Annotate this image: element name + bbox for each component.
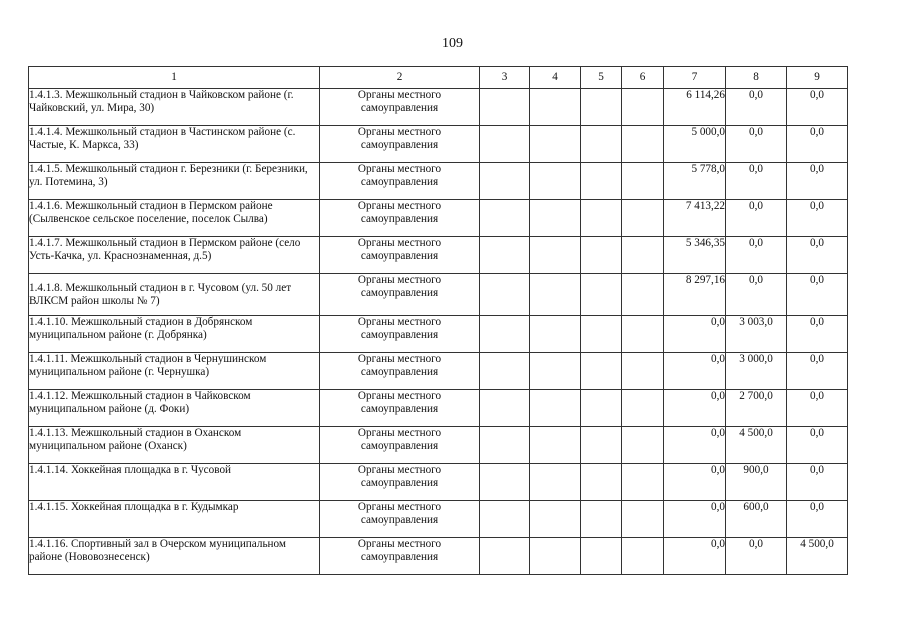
empty-cell: [530, 89, 581, 126]
empty-cell: [581, 353, 622, 390]
table-row: [29, 126, 848, 163]
measure-name-cell: 1.4.1.14. Хоккейная площадка в г. Чусовой: [29, 464, 320, 501]
empty-cell: [480, 200, 530, 237]
empty-cell: [581, 427, 622, 464]
amount-col9-cell: 0,0: [787, 501, 848, 538]
empty-cell: [581, 501, 622, 538]
empty-cell: [622, 464, 664, 501]
amount-col8-cell: 0,0: [726, 274, 787, 316]
empty-cell: [480, 538, 530, 575]
amount-col9-cell: 0,0: [787, 237, 848, 274]
table-row: [29, 237, 848, 274]
executor-cell: Органы местного самоуправления: [320, 200, 480, 237]
empty-cell: [622, 427, 664, 464]
amount-col8-cell: 4 500,0: [726, 427, 787, 464]
amount-col7-cell: 0,0: [664, 390, 726, 427]
empty-cell: [480, 316, 530, 353]
measure-name-cell: 1.4.1.7. Межшкольный стадион в Пермском районе (село Усть-Качка, ул. Краснознаменная, д.5): [29, 237, 320, 274]
empty-cell: [530, 353, 581, 390]
table-row: [29, 501, 848, 538]
empty-cell: [581, 200, 622, 237]
amount-col8-cell: 0,0: [726, 538, 787, 575]
empty-cell: [530, 237, 581, 274]
amount-col8-cell: 0,0: [726, 89, 787, 126]
amount-col9-cell: 0,0: [787, 464, 848, 501]
table-row: [29, 163, 848, 200]
empty-cell: [480, 163, 530, 200]
empty-cell: [622, 89, 664, 126]
empty-cell: [530, 501, 581, 538]
empty-cell: [530, 538, 581, 575]
amount-col8-cell: 3 000,0: [726, 353, 787, 390]
executor-cell: Органы местного самоуправления: [320, 316, 480, 353]
measure-name-cell: 1.4.1.6. Межшкольный стадион в Пермском районе (Сылвенское сельское поселение, поселок Сылва): [29, 200, 320, 237]
program-table: [28, 66, 848, 575]
executor-cell: Органы местного самоуправления: [320, 501, 480, 538]
amount-col8-cell: 0,0: [726, 126, 787, 163]
empty-cell: [480, 427, 530, 464]
amount-col9-cell: 0,0: [787, 390, 848, 427]
column-header: 3: [480, 67, 530, 89]
table-row: [29, 538, 848, 575]
amount-col9-cell: 0,0: [787, 163, 848, 200]
measure-name-cell: 1.4.1.16. Спортивный зал в Очерском муниципальном районе (Нововознесенск): [29, 538, 320, 575]
empty-cell: [581, 538, 622, 575]
amount-col7-cell: 0,0: [664, 427, 726, 464]
empty-cell: [480, 464, 530, 501]
empty-cell: [480, 353, 530, 390]
empty-cell: [622, 316, 664, 353]
executor-cell: Органы местного самоуправления: [320, 163, 480, 200]
table-row: [29, 464, 848, 501]
column-header: 4: [530, 67, 581, 89]
executor-cell: Органы местного самоуправления: [320, 390, 480, 427]
empty-cell: [581, 390, 622, 427]
table-row: [29, 274, 848, 316]
amount-col8-cell: 900,0: [726, 464, 787, 501]
measure-name-cell: 1.4.1.12. Межшкольный стадион в Чайковском муниципальном районе (д. Фоки): [29, 390, 320, 427]
executor-cell: Органы местного самоуправления: [320, 427, 480, 464]
table-row: [29, 200, 848, 237]
empty-cell: [622, 274, 664, 316]
column-header: 7: [664, 67, 726, 89]
column-header: 1: [29, 67, 320, 89]
empty-cell: [622, 237, 664, 274]
amount-col8-cell: 0,0: [726, 163, 787, 200]
table-row: [29, 390, 848, 427]
amount-col7-cell: 0,0: [664, 316, 726, 353]
header-row: [29, 67, 848, 89]
empty-cell: [480, 89, 530, 126]
measure-name-cell: 1.4.1.10. Межшкольный стадион в Добрянском муниципальном районе (г. Добрянка): [29, 316, 320, 353]
executor-cell: Органы местного самоуправления: [320, 538, 480, 575]
empty-cell: [530, 126, 581, 163]
amount-col9-cell: 0,0: [787, 126, 848, 163]
amount-col9-cell: 0,0: [787, 274, 848, 316]
amount-col9-cell: 0,0: [787, 89, 848, 126]
amount-col9-cell: 0,0: [787, 427, 848, 464]
amount-col7-cell: 7 413,22: [664, 200, 726, 237]
empty-cell: [480, 126, 530, 163]
column-header: 2: [320, 67, 480, 89]
measure-name-cell: 1.4.1.4. Межшкольный стадион в Частинском районе (с. Частые, К. Маркса, 33): [29, 126, 320, 163]
empty-cell: [581, 237, 622, 274]
table-row: [29, 316, 848, 353]
amount-col7-cell: 0,0: [664, 353, 726, 390]
empty-cell: [530, 200, 581, 237]
page-number: 109: [442, 36, 463, 51]
empty-cell: [581, 316, 622, 353]
empty-cell: [622, 126, 664, 163]
amount-col7-cell: 5 000,0: [664, 126, 726, 163]
amount-col9-cell: 0,0: [787, 316, 848, 353]
amount-col8-cell: 3 003,0: [726, 316, 787, 353]
amount-col8-cell: 0,0: [726, 237, 787, 274]
empty-cell: [480, 390, 530, 427]
executor-cell: Органы местного самоуправления: [320, 464, 480, 501]
amount-col7-cell: 5 778,0: [664, 163, 726, 200]
empty-cell: [581, 126, 622, 163]
empty-cell: [581, 464, 622, 501]
column-header: 8: [726, 67, 787, 89]
empty-cell: [622, 163, 664, 200]
table-row: [29, 353, 848, 390]
empty-cell: [622, 353, 664, 390]
amount-col7-cell: 0,0: [664, 501, 726, 538]
empty-cell: [480, 501, 530, 538]
amount-col7-cell: 5 346,35: [664, 237, 726, 274]
empty-cell: [480, 274, 530, 316]
empty-cell: [622, 390, 664, 427]
empty-cell: [622, 538, 664, 575]
amount-col9-cell: 0,0: [787, 353, 848, 390]
measure-name-cell: 1.4.1.13. Межшкольный стадион в Оханском муниципальном районе (Оханск): [29, 427, 320, 464]
amount-col8-cell: 2 700,0: [726, 390, 787, 427]
executor-cell: Органы местного самоуправления: [320, 274, 480, 316]
amount-col9-cell: 4 500,0: [787, 538, 848, 575]
empty-cell: [581, 274, 622, 316]
measure-name-cell: 1.4.1.15. Хоккейная площадка в г. Кудымкар: [29, 501, 320, 538]
amount-col7-cell: 0,0: [664, 464, 726, 501]
empty-cell: [530, 274, 581, 316]
executor-cell: Органы местного самоуправления: [320, 126, 480, 163]
measure-name-cell: 1.4.1.11. Межшкольный стадион в Чернушинском муниципальном районе (г. Чернушка): [29, 353, 320, 390]
measure-name-cell: 1.4.1.5. Межшкольный стадион г. Березники (г. Березники, ул. Потемина, 3): [29, 163, 320, 200]
amount-col8-cell: 600,0: [726, 501, 787, 538]
empty-cell: [581, 89, 622, 126]
amount-col7-cell: 6 114,26: [664, 89, 726, 126]
table-row: [29, 427, 848, 464]
empty-cell: [530, 316, 581, 353]
executor-cell: Органы местного самоуправления: [320, 89, 480, 126]
empty-cell: [622, 200, 664, 237]
empty-cell: [530, 163, 581, 200]
column-header: 6: [622, 67, 664, 89]
measure-name-cell: 1.4.1.3. Межшкольный стадион в Чайковском районе (г. Чайковский, ул. Мира, 30): [29, 89, 320, 126]
empty-cell: [530, 464, 581, 501]
measure-name-cell: 1.4.1.8. Межшкольный стадион в г. Чусовом (ул. 50 лет ВЛКСМ район школы № 7): [29, 274, 320, 316]
column-header: 9: [787, 67, 848, 89]
amount-col8-cell: 0,0: [726, 200, 787, 237]
executor-cell: Органы местного самоуправления: [320, 353, 480, 390]
empty-cell: [530, 427, 581, 464]
amount-col9-cell: 0,0: [787, 200, 848, 237]
amount-col7-cell: 0,0: [664, 538, 726, 575]
empty-cell: [480, 237, 530, 274]
empty-cell: [622, 501, 664, 538]
table-row: [29, 89, 848, 126]
amount-col7-cell: 8 297,16: [664, 274, 726, 316]
executor-cell: Органы местного самоуправления: [320, 237, 480, 274]
empty-cell: [581, 163, 622, 200]
column-header: 5: [581, 67, 622, 89]
empty-cell: [530, 390, 581, 427]
